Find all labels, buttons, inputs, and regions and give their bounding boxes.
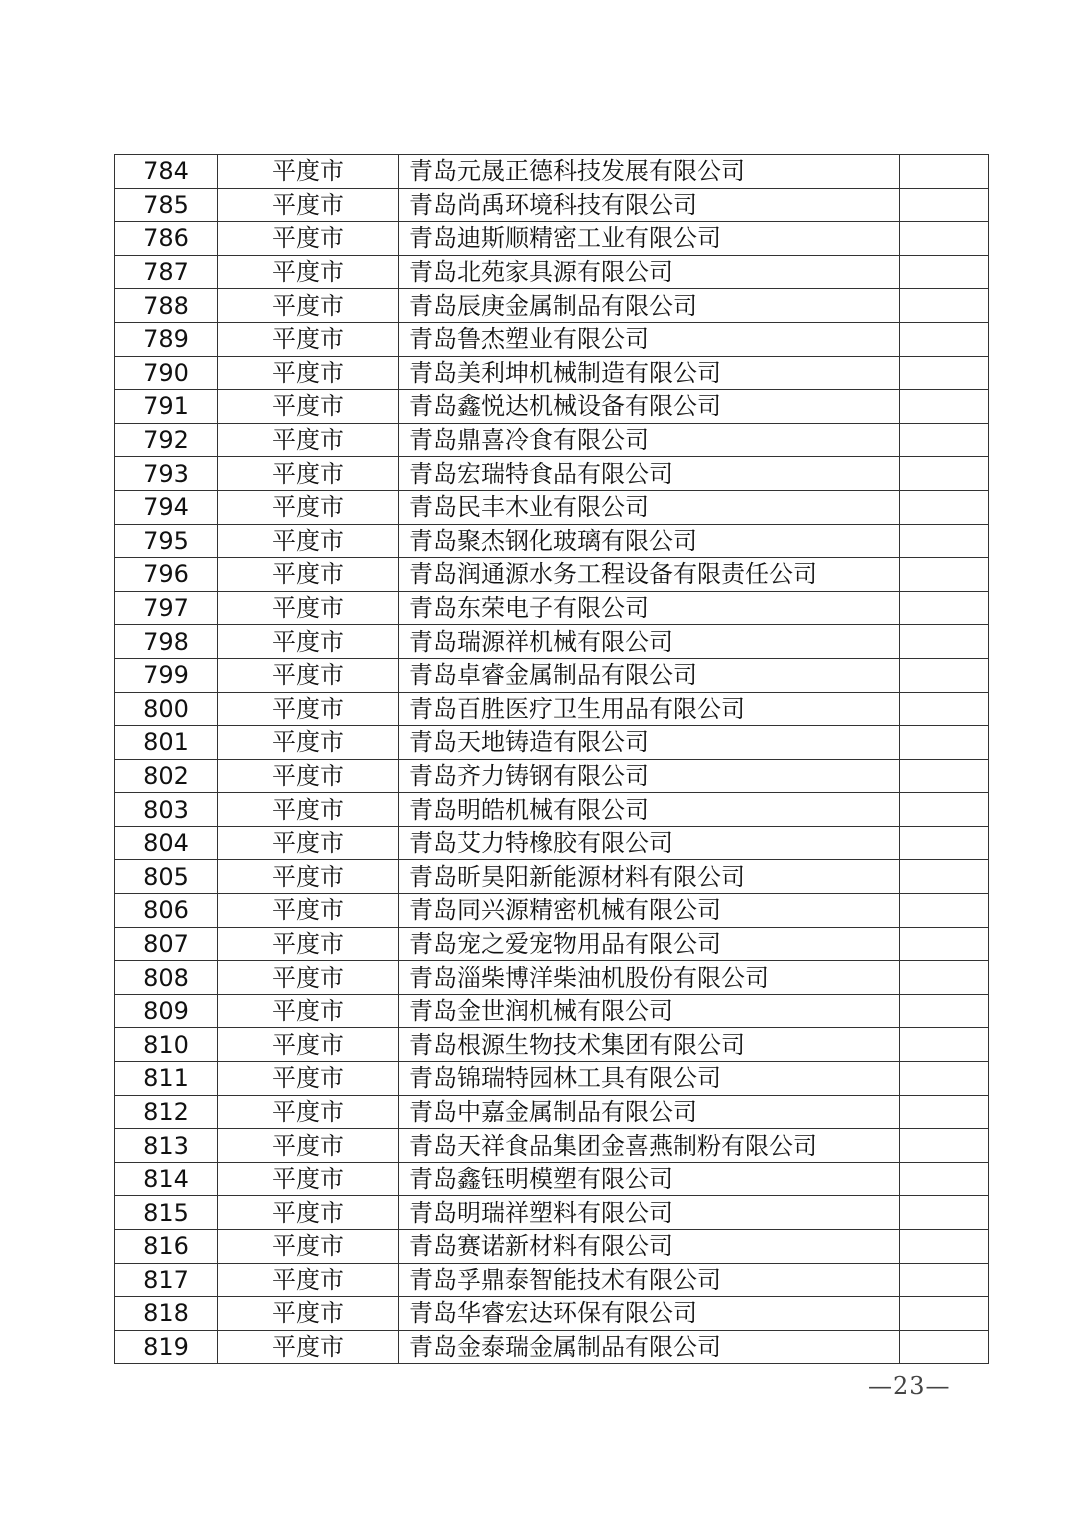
city-cell: 平度市	[218, 188, 399, 222]
note-cell	[900, 625, 989, 659]
table-row	[115, 155, 989, 189]
city-cell: 平度市	[218, 961, 399, 995]
city-cell: 平度市	[218, 793, 399, 827]
city-cell: 平度市	[218, 860, 399, 894]
note-cell	[900, 1062, 989, 1096]
city-cell: 平度市	[218, 658, 399, 692]
row-number-cell: 801	[115, 726, 218, 760]
note-cell	[900, 1330, 989, 1364]
note-cell	[900, 591, 989, 625]
table-row	[115, 860, 989, 894]
note-cell	[900, 692, 989, 726]
table-row	[115, 558, 989, 592]
page-number: —23—	[868, 1372, 951, 1400]
city-cell: 平度市	[218, 457, 399, 491]
note-cell	[900, 558, 989, 592]
row-number-cell: 802	[115, 759, 218, 793]
row-number-cell: 799	[115, 658, 218, 692]
table-row	[115, 961, 989, 995]
note-cell	[900, 390, 989, 424]
row-number-cell: 811	[115, 1062, 218, 1096]
city-cell: 平度市	[218, 1230, 399, 1264]
company-name-cell: 青岛北苑家具源有限公司	[399, 255, 900, 289]
city-cell: 平度市	[218, 994, 399, 1028]
row-number-cell: 810	[115, 1028, 218, 1062]
table-row	[115, 255, 989, 289]
note-cell	[900, 860, 989, 894]
table-row	[115, 457, 989, 491]
company-name-cell: 青岛孚鼎泰智能技术有限公司	[399, 1263, 900, 1297]
note-cell	[900, 1162, 989, 1196]
table-body	[115, 155, 989, 1364]
table-row	[115, 1297, 989, 1331]
table-row	[115, 1095, 989, 1129]
company-name-cell: 青岛宠之爱宠物用品有限公司	[399, 927, 900, 961]
row-number-cell: 784	[115, 155, 218, 189]
company-name-cell: 青岛华睿宏达环保有限公司	[399, 1297, 900, 1331]
table-row	[115, 591, 989, 625]
city-cell: 平度市	[218, 1330, 399, 1364]
note-cell	[900, 826, 989, 860]
row-number-cell: 788	[115, 289, 218, 323]
table-row	[115, 927, 989, 961]
note-cell	[900, 1196, 989, 1230]
company-name-cell: 青岛东荣电子有限公司	[399, 591, 900, 625]
company-name-cell: 青岛鑫钰明模塑有限公司	[399, 1162, 900, 1196]
city-cell: 平度市	[218, 1095, 399, 1129]
table-row	[115, 289, 989, 323]
table-row	[115, 390, 989, 424]
note-cell	[900, 188, 989, 222]
city-cell: 平度市	[218, 894, 399, 928]
table-row	[115, 524, 989, 558]
note-cell	[900, 255, 989, 289]
city-cell: 平度市	[218, 490, 399, 524]
company-name-cell: 青岛齐力铸钢有限公司	[399, 759, 900, 793]
company-name-cell: 青岛宏瑞特食品有限公司	[399, 457, 900, 491]
table-row	[115, 994, 989, 1028]
city-cell: 平度市	[218, 1129, 399, 1163]
row-number-cell: 795	[115, 524, 218, 558]
city-cell: 平度市	[218, 759, 399, 793]
city-cell: 平度市	[218, 423, 399, 457]
city-cell: 平度市	[218, 1028, 399, 1062]
note-cell	[900, 961, 989, 995]
company-name-cell: 青岛尚禹环境科技有限公司	[399, 188, 900, 222]
row-number-cell: 807	[115, 927, 218, 961]
table-row	[115, 1129, 989, 1163]
city-cell: 平度市	[218, 1196, 399, 1230]
table-row	[115, 188, 989, 222]
company-name-cell: 青岛金世润机械有限公司	[399, 994, 900, 1028]
city-cell: 平度市	[218, 1162, 399, 1196]
company-name-cell: 青岛瑞源祥机械有限公司	[399, 625, 900, 659]
row-number-cell: 808	[115, 961, 218, 995]
row-number-cell: 789	[115, 322, 218, 356]
note-cell	[900, 423, 989, 457]
row-number-cell: 800	[115, 692, 218, 726]
company-name-cell: 青岛明瑞祥塑料有限公司	[399, 1196, 900, 1230]
row-number-cell: 798	[115, 625, 218, 659]
note-cell	[900, 1095, 989, 1129]
note-cell	[900, 457, 989, 491]
note-cell	[900, 1129, 989, 1163]
row-number-cell: 804	[115, 826, 218, 860]
row-number-cell: 786	[115, 222, 218, 256]
row-number-cell: 805	[115, 860, 218, 894]
note-cell	[900, 1028, 989, 1062]
company-name-cell: 青岛艾力特橡胶有限公司	[399, 826, 900, 860]
city-cell: 平度市	[218, 155, 399, 189]
city-cell: 平度市	[218, 255, 399, 289]
company-name-cell: 青岛淄柴博洋柴油机股份有限公司	[399, 961, 900, 995]
row-number-cell: 813	[115, 1129, 218, 1163]
table-row	[115, 826, 989, 860]
note-cell	[900, 759, 989, 793]
company-name-cell: 青岛鑫悦达机械设备有限公司	[399, 390, 900, 424]
row-number-cell: 797	[115, 591, 218, 625]
table-row	[115, 322, 989, 356]
note-cell	[900, 894, 989, 928]
city-cell: 平度市	[218, 726, 399, 760]
table-row	[115, 894, 989, 928]
note-cell	[900, 1230, 989, 1264]
city-cell: 平度市	[218, 692, 399, 726]
note-cell	[900, 658, 989, 692]
note-cell	[900, 726, 989, 760]
company-name-cell: 青岛美利坤机械制造有限公司	[399, 356, 900, 390]
city-cell: 平度市	[218, 1062, 399, 1096]
note-cell	[900, 322, 989, 356]
company-name-cell: 青岛卓睿金属制品有限公司	[399, 658, 900, 692]
table-row	[115, 423, 989, 457]
company-name-cell: 青岛赛诺新材料有限公司	[399, 1230, 900, 1264]
table-row	[115, 356, 989, 390]
company-name-cell: 青岛鼎喜冷食有限公司	[399, 423, 900, 457]
city-cell: 平度市	[218, 927, 399, 961]
note-cell	[900, 1263, 989, 1297]
row-number-cell: 812	[115, 1095, 218, 1129]
table-row	[115, 1062, 989, 1096]
city-cell: 平度市	[218, 289, 399, 323]
table-row	[115, 1196, 989, 1230]
row-number-cell: 790	[115, 356, 218, 390]
row-number-cell: 791	[115, 390, 218, 424]
company-name-cell: 青岛迪斯顺精密工业有限公司	[399, 222, 900, 256]
note-cell	[900, 490, 989, 524]
note-cell	[900, 356, 989, 390]
city-cell: 平度市	[218, 390, 399, 424]
city-cell: 平度市	[218, 558, 399, 592]
table-row	[115, 1230, 989, 1264]
note-cell	[900, 793, 989, 827]
row-number-cell: 819	[115, 1330, 218, 1364]
city-cell: 平度市	[218, 524, 399, 558]
table-row	[115, 625, 989, 659]
table-row	[115, 222, 989, 256]
company-name-cell: 青岛辰庚金属制品有限公司	[399, 289, 900, 323]
table-row	[115, 1162, 989, 1196]
company-name-cell: 青岛民丰木业有限公司	[399, 490, 900, 524]
row-number-cell: 796	[115, 558, 218, 592]
company-name-cell: 青岛中嘉金属制品有限公司	[399, 1095, 900, 1129]
company-name-cell: 青岛元晟正德科技发展有限公司	[399, 155, 900, 189]
company-name-cell: 青岛锦瑞特园林工具有限公司	[399, 1062, 900, 1096]
note-cell	[900, 524, 989, 558]
city-cell: 平度市	[218, 322, 399, 356]
company-name-cell: 青岛明皓机械有限公司	[399, 793, 900, 827]
company-name-cell: 青岛昕昊阳新能源材料有限公司	[399, 860, 900, 894]
row-number-cell: 817	[115, 1263, 218, 1297]
row-number-cell: 815	[115, 1196, 218, 1230]
city-cell: 平度市	[218, 625, 399, 659]
table-row	[115, 692, 989, 726]
company-name-cell: 青岛鲁杰塑业有限公司	[399, 322, 900, 356]
company-name-cell: 青岛天祥食品集团金喜燕制粉有限公司	[399, 1129, 900, 1163]
table-row	[115, 1028, 989, 1062]
note-cell	[900, 155, 989, 189]
note-cell	[900, 994, 989, 1028]
row-number-cell: 816	[115, 1230, 218, 1264]
company-name-cell: 青岛同兴源精密机械有限公司	[399, 894, 900, 928]
company-name-cell: 青岛聚杰钢化玻璃有限公司	[399, 524, 900, 558]
city-cell: 平度市	[218, 826, 399, 860]
company-name-cell: 青岛金泰瑞金属制品有限公司	[399, 1330, 900, 1364]
row-number-cell: 809	[115, 994, 218, 1028]
city-cell: 平度市	[218, 591, 399, 625]
row-number-cell: 785	[115, 188, 218, 222]
company-name-cell: 青岛润通源水务工程设备有限责任公司	[399, 558, 900, 592]
city-cell: 平度市	[218, 1297, 399, 1331]
table-row	[115, 1330, 989, 1364]
table-row	[115, 490, 989, 524]
company-list-table	[114, 154, 989, 1364]
row-number-cell: 818	[115, 1297, 218, 1331]
row-number-cell: 792	[115, 423, 218, 457]
row-number-cell: 787	[115, 255, 218, 289]
note-cell	[900, 222, 989, 256]
table-row	[115, 726, 989, 760]
table-row	[115, 1263, 989, 1297]
company-name-cell: 青岛天地铸造有限公司	[399, 726, 900, 760]
city-cell: 平度市	[218, 356, 399, 390]
company-name-cell: 青岛百胜医疗卫生用品有限公司	[399, 692, 900, 726]
company-name-cell: 青岛根源生物技术集团有限公司	[399, 1028, 900, 1062]
row-number-cell: 806	[115, 894, 218, 928]
table-row	[115, 793, 989, 827]
note-cell	[900, 289, 989, 323]
row-number-cell: 814	[115, 1162, 218, 1196]
row-number-cell: 803	[115, 793, 218, 827]
row-number-cell: 794	[115, 490, 218, 524]
table-row	[115, 658, 989, 692]
note-cell	[900, 1297, 989, 1331]
table-row	[115, 759, 989, 793]
row-number-cell: 793	[115, 457, 218, 491]
city-cell: 平度市	[218, 1263, 399, 1297]
note-cell	[900, 927, 989, 961]
city-cell: 平度市	[218, 222, 399, 256]
